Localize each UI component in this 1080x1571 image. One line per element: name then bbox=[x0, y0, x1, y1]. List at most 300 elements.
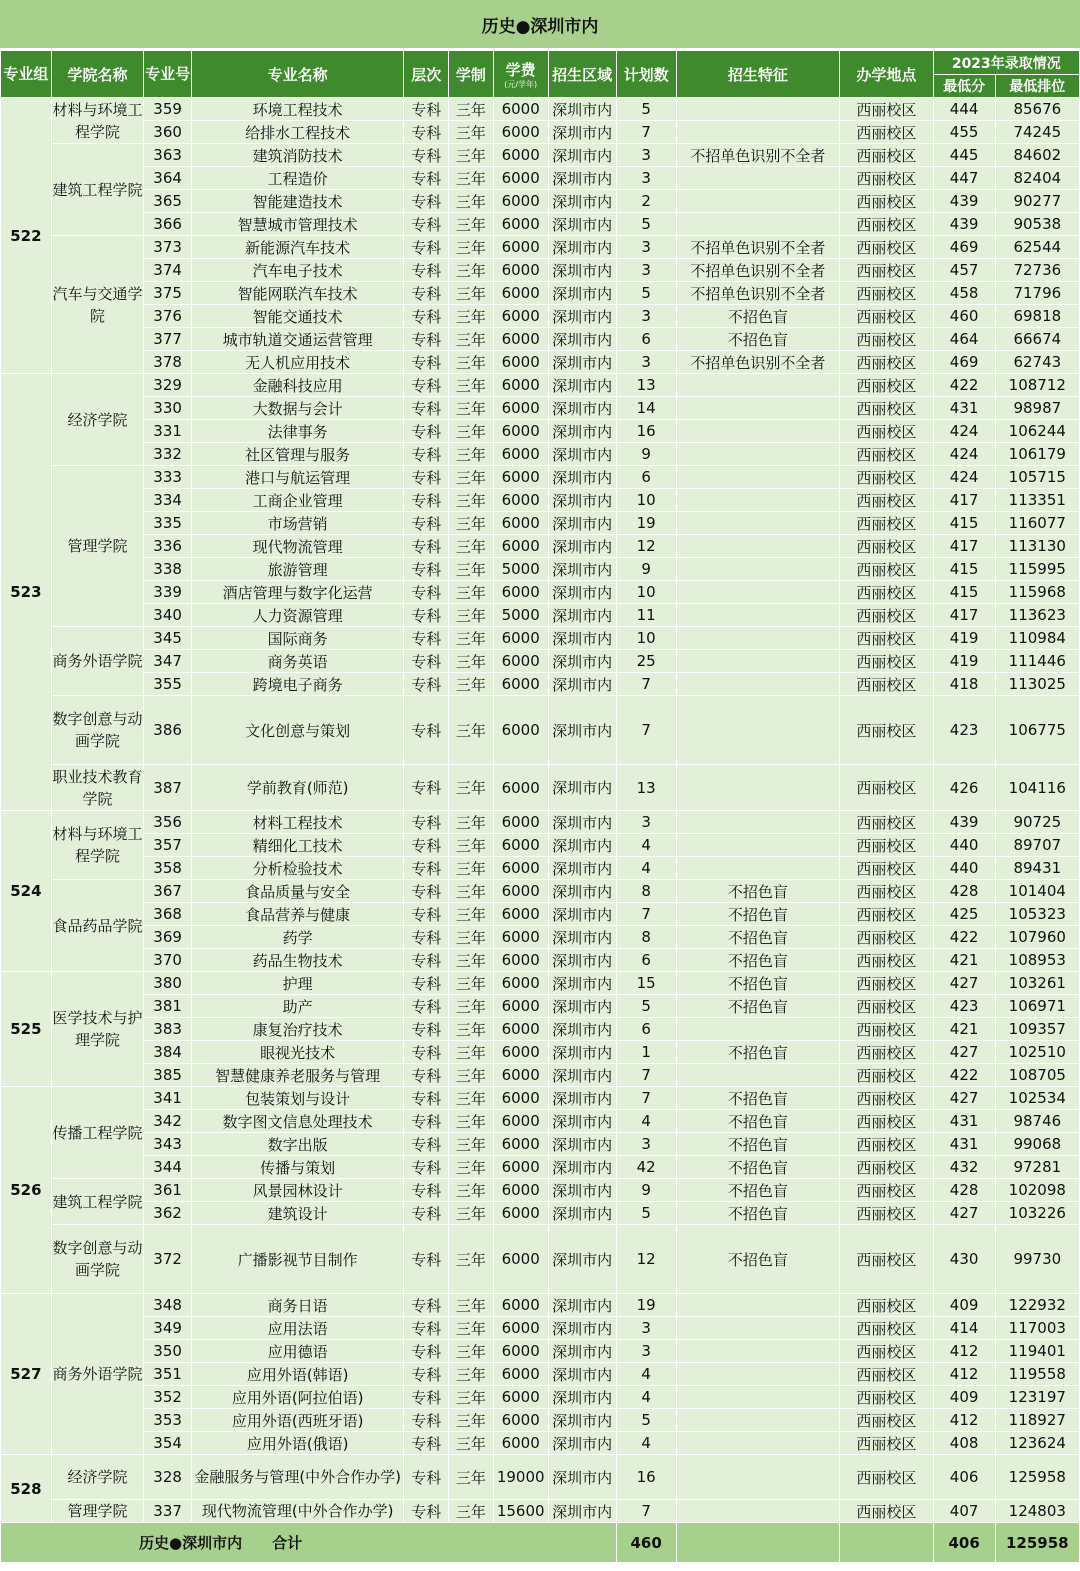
cell-min-score: 415 bbox=[933, 512, 995, 535]
cell-plan: 3 bbox=[616, 351, 676, 374]
cell-major: 酒店管理与数字化运营 bbox=[192, 581, 404, 604]
cell-level: 专科 bbox=[404, 1409, 449, 1432]
cell-feature: 不招单色识别不全者 bbox=[676, 282, 840, 305]
cell-fee: 6000 bbox=[493, 236, 548, 259]
cell-min-score: 424 bbox=[933, 420, 995, 443]
college-cell: 建筑工程学院 bbox=[51, 1179, 143, 1225]
college-cell: 经济学院 bbox=[51, 1455, 143, 1500]
table-row bbox=[1, 857, 1080, 880]
cell-level: 专科 bbox=[404, 420, 449, 443]
cell-major: 智慧健康养老服务与管理 bbox=[192, 1064, 404, 1087]
table-row bbox=[1, 236, 1080, 259]
cell-min-rank: 118927 bbox=[995, 1409, 1079, 1432]
header-feature: 招生特征 bbox=[676, 51, 840, 98]
cell-region: 深圳市内 bbox=[548, 604, 616, 627]
cell-campus: 西丽校区 bbox=[840, 259, 933, 282]
cell-code: 336 bbox=[144, 535, 192, 558]
cell-feature bbox=[676, 1363, 840, 1386]
cell-duration: 三年 bbox=[449, 1110, 494, 1133]
cell-feature bbox=[676, 1064, 840, 1087]
cell-feature bbox=[676, 673, 840, 696]
cell-region: 深圳市内 bbox=[548, 949, 616, 972]
cell-plan: 9 bbox=[616, 1179, 676, 1202]
table-row bbox=[1, 1432, 1080, 1455]
cell-duration: 三年 bbox=[449, 1386, 494, 1409]
cell-level: 专科 bbox=[404, 1500, 449, 1523]
cell-feature bbox=[676, 581, 840, 604]
cell-fee: 6000 bbox=[493, 972, 548, 995]
cell-region: 深圳市内 bbox=[548, 972, 616, 995]
cell-duration: 三年 bbox=[449, 1018, 494, 1041]
cell-level: 专科 bbox=[404, 282, 449, 305]
cell-campus: 西丽校区 bbox=[840, 397, 933, 420]
cell-major: 建筑消防技术 bbox=[192, 144, 404, 167]
cell-min-rank: 119401 bbox=[995, 1340, 1079, 1363]
cell-min-rank: 82404 bbox=[995, 167, 1079, 190]
cell-campus: 西丽校区 bbox=[840, 995, 933, 1018]
college-cell: 传播工程学院 bbox=[51, 1087, 143, 1179]
cell-major: 环境工程技术 bbox=[192, 98, 404, 121]
table-row bbox=[1, 535, 1080, 558]
cell-code: 362 bbox=[144, 1202, 192, 1225]
cell-plan: 6 bbox=[616, 1018, 676, 1041]
table-row bbox=[1, 1202, 1080, 1225]
cell-campus: 西丽校区 bbox=[840, 1087, 933, 1110]
cell-fee: 6000 bbox=[493, 489, 548, 512]
cell-campus: 西丽校区 bbox=[840, 972, 933, 995]
cell-duration: 三年 bbox=[449, 1409, 494, 1432]
admission-table bbox=[0, 50, 1080, 1563]
cell-fee: 6000 bbox=[493, 512, 548, 535]
cell-code: 367 bbox=[144, 880, 192, 903]
cell-feature: 不招单色识别不全者 bbox=[676, 144, 840, 167]
cell-campus: 西丽校区 bbox=[840, 1317, 933, 1340]
table-row bbox=[1, 489, 1080, 512]
cell-region: 深圳市内 bbox=[548, 1340, 616, 1363]
college-cell: 材料与环境工程学院 bbox=[51, 811, 143, 880]
cell-min-score: 427 bbox=[933, 1041, 995, 1064]
cell-min-score: 407 bbox=[933, 1500, 995, 1523]
cell-plan: 4 bbox=[616, 1110, 676, 1133]
cell-feature: 不招色盲 bbox=[676, 1202, 840, 1225]
cell-campus: 西丽校区 bbox=[840, 673, 933, 696]
cell-min-rank: 102534 bbox=[995, 1087, 1079, 1110]
cell-plan: 4 bbox=[616, 834, 676, 857]
cell-level: 专科 bbox=[404, 535, 449, 558]
college-cell: 管理学院 bbox=[51, 1500, 143, 1523]
table-row bbox=[1, 1110, 1080, 1133]
cell-min-rank: 106244 bbox=[995, 420, 1079, 443]
cell-major: 跨境电子商务 bbox=[192, 673, 404, 696]
cell-level: 专科 bbox=[404, 1064, 449, 1087]
cell-min-score: 422 bbox=[933, 374, 995, 397]
cell-region: 深圳市内 bbox=[548, 351, 616, 374]
cell-code: 337 bbox=[144, 1500, 192, 1523]
cell-major: 助产 bbox=[192, 995, 404, 1018]
cell-min-rank: 103226 bbox=[995, 1202, 1079, 1225]
cell-feature: 不招色盲 bbox=[676, 926, 840, 949]
cell-feature bbox=[676, 857, 840, 880]
cell-level: 专科 bbox=[404, 857, 449, 880]
cell-level: 专科 bbox=[404, 1386, 449, 1409]
header-min-score: 最低分 bbox=[933, 75, 995, 98]
cell-campus: 西丽校区 bbox=[840, 1340, 933, 1363]
cell-major: 法律事务 bbox=[192, 420, 404, 443]
cell-duration: 三年 bbox=[449, 972, 494, 995]
cell-code: 363 bbox=[144, 144, 192, 167]
cell-duration: 三年 bbox=[449, 949, 494, 972]
cell-region: 深圳市内 bbox=[548, 236, 616, 259]
cell-major: 材料工程技术 bbox=[192, 811, 404, 834]
cell-region: 深圳市内 bbox=[548, 535, 616, 558]
header-level: 层次 bbox=[404, 51, 449, 98]
cell-fee: 6000 bbox=[493, 420, 548, 443]
cell-min-score: 440 bbox=[933, 834, 995, 857]
cell-region: 深圳市内 bbox=[548, 1225, 616, 1294]
cell-campus: 西丽校区 bbox=[840, 236, 933, 259]
cell-min-score: 422 bbox=[933, 1064, 995, 1087]
table-row bbox=[1, 167, 1080, 190]
cell-major: 康复治疗技术 bbox=[192, 1018, 404, 1041]
header-fee-unit: (元/学年) bbox=[504, 80, 538, 89]
cell-feature bbox=[676, 420, 840, 443]
table-row bbox=[1, 213, 1080, 236]
cell-code: 353 bbox=[144, 1409, 192, 1432]
table-row bbox=[1, 259, 1080, 282]
cell-campus: 西丽校区 bbox=[840, 374, 933, 397]
group-cell: 522 bbox=[1, 98, 52, 374]
cell-fee: 6000 bbox=[493, 1041, 548, 1064]
cell-level: 专科 bbox=[404, 1317, 449, 1340]
cell-duration: 三年 bbox=[449, 305, 494, 328]
cell-feature: 不招色盲 bbox=[676, 1156, 840, 1179]
cell-plan: 16 bbox=[616, 1455, 676, 1500]
college-cell: 医学技术与护理学院 bbox=[51, 972, 143, 1087]
cell-level: 专科 bbox=[404, 834, 449, 857]
cell-min-score: 423 bbox=[933, 696, 995, 765]
cell-min-rank: 102098 bbox=[995, 1179, 1079, 1202]
cell-min-rank: 85676 bbox=[995, 98, 1079, 121]
table-row bbox=[1, 1225, 1080, 1294]
table-row bbox=[1, 1064, 1080, 1087]
cell-feature bbox=[676, 834, 840, 857]
table-row bbox=[1, 604, 1080, 627]
cell-plan: 3 bbox=[616, 236, 676, 259]
cell-level: 专科 bbox=[404, 259, 449, 282]
cell-min-score: 423 bbox=[933, 995, 995, 1018]
table-row bbox=[1, 374, 1080, 397]
cell-fee: 6000 bbox=[493, 1294, 548, 1317]
cell-region: 深圳市内 bbox=[548, 1179, 616, 1202]
cell-code: 330 bbox=[144, 397, 192, 420]
cell-min-score: 431 bbox=[933, 397, 995, 420]
total-sum-label: 合计 bbox=[272, 1534, 303, 1552]
cell-duration: 三年 bbox=[449, 489, 494, 512]
cell-min-score: 419 bbox=[933, 627, 995, 650]
cell-level: 专科 bbox=[404, 1179, 449, 1202]
cell-major: 应用外语(韩语) bbox=[192, 1363, 404, 1386]
cell-plan: 3 bbox=[616, 811, 676, 834]
cell-min-score: 406 bbox=[933, 1455, 995, 1500]
total-label: 历史●深圳市内 bbox=[139, 1534, 243, 1552]
cell-plan: 7 bbox=[616, 121, 676, 144]
cell-level: 专科 bbox=[404, 627, 449, 650]
group-cell: 526 bbox=[1, 1087, 52, 1294]
cell-region: 深圳市内 bbox=[548, 995, 616, 1018]
cell-level: 专科 bbox=[404, 1363, 449, 1386]
cell-major: 金融服务与管理(中外合作办学) bbox=[192, 1455, 404, 1500]
cell-campus: 西丽校区 bbox=[840, 1386, 933, 1409]
cell-level: 专科 bbox=[404, 190, 449, 213]
cell-min-score: 409 bbox=[933, 1386, 995, 1409]
cell-min-rank: 119558 bbox=[995, 1363, 1079, 1386]
cell-plan: 4 bbox=[616, 1432, 676, 1455]
cell-level: 专科 bbox=[404, 673, 449, 696]
cell-min-rank: 102510 bbox=[995, 1041, 1079, 1064]
cell-plan: 19 bbox=[616, 1294, 676, 1317]
cell-region: 深圳市内 bbox=[548, 190, 616, 213]
table-row bbox=[1, 650, 1080, 673]
header-college: 学院名称 bbox=[51, 51, 143, 98]
total-min-rank: 125958 bbox=[995, 1523, 1079, 1563]
table-row bbox=[1, 1018, 1080, 1041]
cell-feature bbox=[676, 374, 840, 397]
cell-min-rank: 108953 bbox=[995, 949, 1079, 972]
cell-fee: 6000 bbox=[493, 926, 548, 949]
cell-code: 360 bbox=[144, 121, 192, 144]
cell-major: 大数据与会计 bbox=[192, 397, 404, 420]
cell-region: 深圳市内 bbox=[548, 512, 616, 535]
cell-min-score: 419 bbox=[933, 650, 995, 673]
cell-plan: 4 bbox=[616, 1386, 676, 1409]
table-row bbox=[1, 1500, 1080, 1523]
cell-min-score: 439 bbox=[933, 190, 995, 213]
cell-min-score: 421 bbox=[933, 949, 995, 972]
cell-min-rank: 113351 bbox=[995, 489, 1079, 512]
table-row bbox=[1, 1294, 1080, 1317]
cell-duration: 三年 bbox=[449, 397, 494, 420]
cell-level: 专科 bbox=[404, 213, 449, 236]
cell-min-score: 439 bbox=[933, 213, 995, 236]
cell-region: 深圳市内 bbox=[548, 1294, 616, 1317]
cell-region: 深圳市内 bbox=[548, 1064, 616, 1087]
cell-min-rank: 111446 bbox=[995, 650, 1079, 673]
cell-code: 387 bbox=[144, 765, 192, 811]
cell-duration: 三年 bbox=[449, 236, 494, 259]
cell-campus: 西丽校区 bbox=[840, 512, 933, 535]
cell-level: 专科 bbox=[404, 1202, 449, 1225]
cell-code: 369 bbox=[144, 926, 192, 949]
cell-duration: 三年 bbox=[449, 926, 494, 949]
cell-min-score: 417 bbox=[933, 604, 995, 627]
cell-code: 354 bbox=[144, 1432, 192, 1455]
table-row bbox=[1, 190, 1080, 213]
cell-min-rank: 117003 bbox=[995, 1317, 1079, 1340]
cell-campus: 西丽校区 bbox=[840, 1294, 933, 1317]
cell-major: 食品营养与健康 bbox=[192, 903, 404, 926]
total-campus-blank bbox=[840, 1523, 933, 1563]
cell-duration: 三年 bbox=[449, 1432, 494, 1455]
cell-campus: 西丽校区 bbox=[840, 1363, 933, 1386]
cell-min-score: 427 bbox=[933, 1202, 995, 1225]
cell-feature bbox=[676, 1317, 840, 1340]
cell-duration: 三年 bbox=[449, 1340, 494, 1363]
cell-feature bbox=[676, 167, 840, 190]
cell-plan: 6 bbox=[616, 328, 676, 351]
cell-min-score: 424 bbox=[933, 466, 995, 489]
cell-duration: 三年 bbox=[449, 1041, 494, 1064]
cell-code: 376 bbox=[144, 305, 192, 328]
cell-level: 专科 bbox=[404, 765, 449, 811]
cell-level: 专科 bbox=[404, 1225, 449, 1294]
cell-fee: 6000 bbox=[493, 1340, 548, 1363]
cell-level: 专科 bbox=[404, 1156, 449, 1179]
cell-feature bbox=[676, 604, 840, 627]
cell-fee: 6000 bbox=[493, 1133, 548, 1156]
cell-min-rank: 108705 bbox=[995, 1064, 1079, 1087]
table-footer bbox=[1, 1523, 1080, 1563]
cell-duration: 三年 bbox=[449, 144, 494, 167]
cell-duration: 三年 bbox=[449, 259, 494, 282]
cell-fee: 6000 bbox=[493, 696, 548, 765]
cell-feature: 不招色盲 bbox=[676, 1041, 840, 1064]
group-cell: 527 bbox=[1, 1294, 52, 1455]
cell-code: 333 bbox=[144, 466, 192, 489]
cell-fee: 6000 bbox=[493, 1018, 548, 1041]
cell-min-score: 469 bbox=[933, 351, 995, 374]
cell-campus: 西丽校区 bbox=[840, 696, 933, 765]
cell-region: 深圳市内 bbox=[548, 581, 616, 604]
cell-feature bbox=[676, 650, 840, 673]
cell-code: 345 bbox=[144, 627, 192, 650]
cell-feature bbox=[676, 1294, 840, 1317]
cell-plan: 7 bbox=[616, 673, 676, 696]
cell-feature: 不招单色识别不全者 bbox=[676, 351, 840, 374]
cell-fee: 6000 bbox=[493, 834, 548, 857]
header-plan: 计划数 bbox=[616, 51, 676, 98]
cell-code: 372 bbox=[144, 1225, 192, 1294]
table-row bbox=[1, 1340, 1080, 1363]
cell-duration: 三年 bbox=[449, 443, 494, 466]
cell-region: 深圳市内 bbox=[548, 282, 616, 305]
table-row bbox=[1, 1455, 1080, 1500]
college-cell: 职业技术教育学院 bbox=[51, 765, 143, 811]
cell-plan: 12 bbox=[616, 1225, 676, 1294]
cell-feature: 不招色盲 bbox=[676, 328, 840, 351]
cell-min-rank: 98987 bbox=[995, 397, 1079, 420]
cell-plan: 5 bbox=[616, 282, 676, 305]
cell-level: 专科 bbox=[404, 351, 449, 374]
cell-feature: 不招色盲 bbox=[676, 1087, 840, 1110]
cell-duration: 三年 bbox=[449, 512, 494, 535]
cell-fee: 5000 bbox=[493, 604, 548, 627]
cell-fee: 6000 bbox=[493, 282, 548, 305]
cell-code: 343 bbox=[144, 1133, 192, 1156]
cell-min-score: 458 bbox=[933, 282, 995, 305]
cell-plan: 4 bbox=[616, 1363, 676, 1386]
cell-feature: 不招色盲 bbox=[676, 903, 840, 926]
cell-campus: 西丽校区 bbox=[840, 282, 933, 305]
cell-plan: 7 bbox=[616, 1087, 676, 1110]
header-group: 专业组 bbox=[1, 51, 52, 98]
cell-campus: 西丽校区 bbox=[840, 535, 933, 558]
cell-region: 深圳市内 bbox=[548, 443, 616, 466]
cell-min-rank: 106775 bbox=[995, 696, 1079, 765]
cell-fee: 6000 bbox=[493, 305, 548, 328]
cell-campus: 西丽校区 bbox=[840, 420, 933, 443]
cell-level: 专科 bbox=[404, 374, 449, 397]
cell-campus: 西丽校区 bbox=[840, 1064, 933, 1087]
cell-min-rank: 113623 bbox=[995, 604, 1079, 627]
cell-min-score: 424 bbox=[933, 443, 995, 466]
cell-campus: 西丽校区 bbox=[840, 558, 933, 581]
cell-duration: 三年 bbox=[449, 903, 494, 926]
cell-feature bbox=[676, 1409, 840, 1432]
cell-min-score: 415 bbox=[933, 581, 995, 604]
cell-duration: 三年 bbox=[449, 627, 494, 650]
cell-duration: 三年 bbox=[449, 1500, 494, 1523]
cell-min-score: 417 bbox=[933, 535, 995, 558]
cell-code: 368 bbox=[144, 903, 192, 926]
cell-min-rank: 123197 bbox=[995, 1386, 1079, 1409]
cell-duration: 三年 bbox=[449, 1156, 494, 1179]
cell-feature: 不招色盲 bbox=[676, 1225, 840, 1294]
cell-major: 风景园林设计 bbox=[192, 1179, 404, 1202]
cell-major: 文化创意与策划 bbox=[192, 696, 404, 765]
cell-campus: 西丽校区 bbox=[840, 1110, 933, 1133]
cell-min-score: 425 bbox=[933, 903, 995, 926]
cell-min-rank: 106971 bbox=[995, 995, 1079, 1018]
cell-plan: 3 bbox=[616, 1317, 676, 1340]
cell-fee: 6000 bbox=[493, 857, 548, 880]
cell-region: 深圳市内 bbox=[548, 650, 616, 673]
cell-fee: 6000 bbox=[493, 1156, 548, 1179]
cell-min-rank: 104116 bbox=[995, 765, 1079, 811]
cell-major: 汽车电子技术 bbox=[192, 259, 404, 282]
cell-region: 深圳市内 bbox=[548, 328, 616, 351]
cell-fee: 6000 bbox=[493, 673, 548, 696]
cell-campus: 西丽校区 bbox=[840, 1179, 933, 1202]
cell-major: 无人机应用技术 bbox=[192, 351, 404, 374]
table-row bbox=[1, 581, 1080, 604]
cell-min-rank: 66674 bbox=[995, 328, 1079, 351]
cell-feature: 不招色盲 bbox=[676, 949, 840, 972]
college-cell: 食品药品学院 bbox=[51, 880, 143, 972]
cell-plan: 10 bbox=[616, 627, 676, 650]
cell-campus: 西丽校区 bbox=[840, 604, 933, 627]
cell-min-rank: 89431 bbox=[995, 857, 1079, 880]
cell-code: 350 bbox=[144, 1340, 192, 1363]
cell-min-rank: 62544 bbox=[995, 236, 1079, 259]
cell-feature bbox=[676, 558, 840, 581]
cell-campus: 西丽校区 bbox=[840, 1041, 933, 1064]
cell-region: 深圳市内 bbox=[548, 880, 616, 903]
cell-min-score: 428 bbox=[933, 1179, 995, 1202]
cell-code: 344 bbox=[144, 1156, 192, 1179]
cell-code: 364 bbox=[144, 167, 192, 190]
cell-min-score: 455 bbox=[933, 121, 995, 144]
cell-region: 深圳市内 bbox=[548, 374, 616, 397]
cell-fee: 6000 bbox=[493, 466, 548, 489]
cell-region: 深圳市内 bbox=[548, 1202, 616, 1225]
cell-campus: 西丽校区 bbox=[840, 765, 933, 811]
cell-fee: 6000 bbox=[493, 443, 548, 466]
cell-level: 专科 bbox=[404, 581, 449, 604]
cell-region: 深圳市内 bbox=[548, 558, 616, 581]
cell-level: 专科 bbox=[404, 880, 449, 903]
cell-feature bbox=[676, 443, 840, 466]
cell-region: 深圳市内 bbox=[548, 397, 616, 420]
